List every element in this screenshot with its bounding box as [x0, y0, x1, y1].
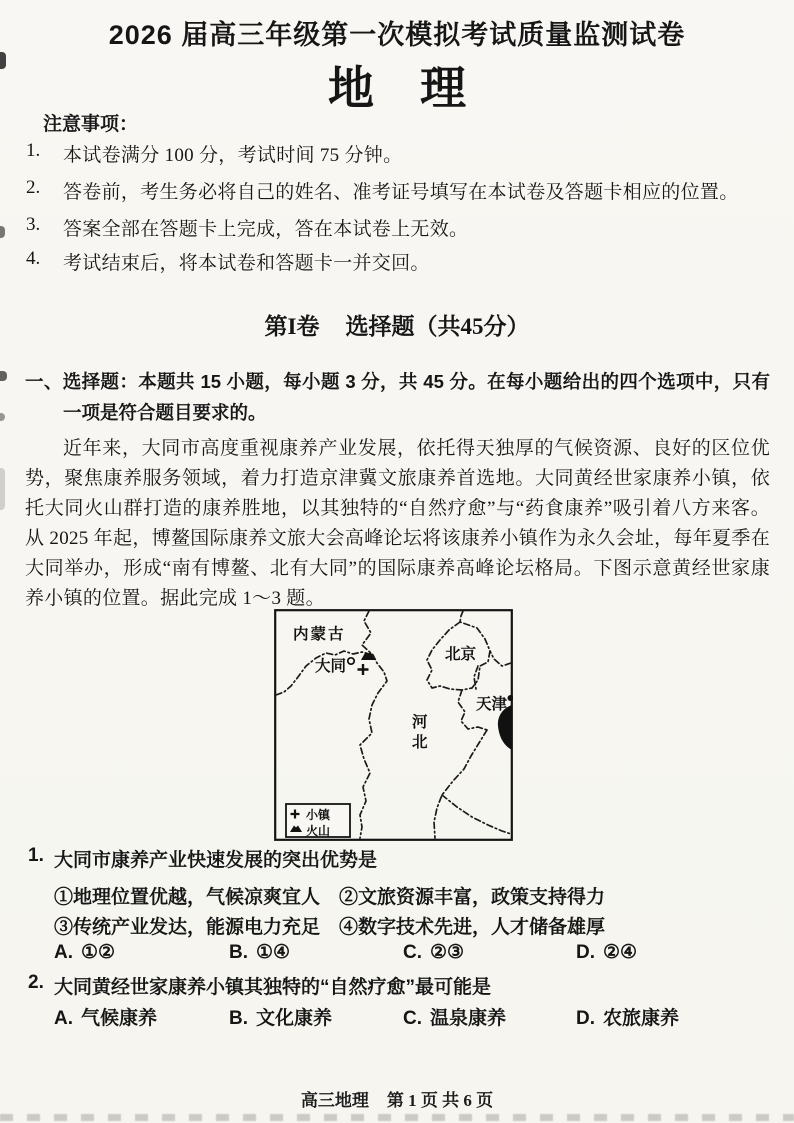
location-map-svg [274, 609, 513, 841]
scan-artifact-smudge [0, 52, 6, 69]
choice-label: C. [403, 1008, 422, 1029]
map-label-datong: 大同 [315, 658, 347, 675]
choice-label: C. [403, 942, 422, 963]
choice-label: D. [576, 942, 595, 963]
question-stem: 大同黄经世家康养小镇其独特的“自然疗愈”最可能是 [54, 977, 492, 998]
map-label-hebei-2: 北 [412, 734, 428, 751]
coast-dot [508, 695, 514, 701]
section-heading-volume: 第I卷 [264, 314, 320, 339]
map-boundary-right-connector [490, 651, 511, 666]
notice-item-number: 2. [26, 177, 41, 198]
section-heading [0, 308, 794, 341]
choice-text: 农旅康养 [603, 1008, 680, 1029]
map-boundary-hebei-east [434, 730, 487, 838]
choice-d [576, 941, 637, 964]
choice-text: ①② [81, 942, 116, 963]
choice-text: 气候康养 [81, 1008, 158, 1029]
legend-label-town: 小镇 [306, 808, 331, 822]
choice-label: A. [54, 1008, 73, 1029]
question-number: 2. [28, 972, 44, 993]
choice-b [229, 1003, 332, 1030]
notice-item-text: 考试结束后，将本试卷和答题卡一并交回。 [63, 253, 430, 274]
map-boundary-corner-branch [442, 795, 511, 834]
question-1-suboptions-line1: ①地理位置优越，气候凉爽宜人 ②文旅资源丰富，政策支持得力 [54, 887, 606, 908]
scan-artifact-smudge [0, 226, 5, 238]
reading-passage: 近年来，大同市高度重视康养产业发展，依托得天独厚的气候资源、良好的区位优势，聚焦康养服务领域，着力打造京津冀文旅康养首选地。大同黄经世家康养小镇，依托大同火山群打造的康养胜地，以其独特的“自然疗愈”与“药食康养”吸引着八方来客。从 2025 年起，博鳌国际康养文旅大会高峰论坛将该康养小镇作为永久会址，每年夏季在大同举办，形成“南有博鳌、北有大同”的国际康养高峰论坛格局。下图示意黄经世家康养小镇的位置。据此完成 1～3 题。 [25, 438, 770, 609]
notice-item-text: 答案全部在答题卡上完成，答在本试卷上无效。 [63, 219, 469, 240]
question-1-suboptions-line2: ③传统产业发达，能源电力充足 ④数字技术先进，人才储备雄厚 [54, 917, 606, 938]
notice-item-text: 答卷前，考生务必将自己的姓名、准考证号填写在本试卷及答题卡相应的位置。 [63, 182, 739, 203]
section-heading-type: 选择题（共45分） [345, 314, 530, 339]
map-boundary-top-connector [460, 611, 463, 622]
scan-artifact-smudge [0, 468, 5, 510]
scan-artifact-bottom-streak [0, 1114, 794, 1121]
notice-heading: 注意事项： [43, 114, 139, 135]
question-stem: 大同市康养产业快速发展的突出优势是 [54, 850, 378, 871]
choice-label: B. [229, 1008, 248, 1029]
subject-title: 地 理 [328, 62, 466, 114]
choice-label: A. [54, 942, 73, 963]
choice-d [576, 1003, 679, 1030]
choice-text: ①④ [256, 942, 291, 963]
location-map-figure [274, 609, 513, 841]
choice-label: D. [576, 1008, 595, 1029]
footer-course: 高三地理 [300, 1091, 369, 1110]
choice-c [403, 1003, 506, 1030]
choice-label: B. [229, 942, 248, 963]
notice-item-number: 4. [26, 248, 41, 269]
footer-page-info: 第 1 页 共 6 页 [386, 1091, 494, 1110]
page-footer [0, 1086, 794, 1111]
scan-artifact-smudge [0, 413, 5, 421]
map-boundary-central [360, 611, 387, 838]
choice-b [229, 941, 290, 964]
choice-text: ②③ [430, 942, 465, 963]
choice-a [54, 941, 115, 964]
scan-artifact-smudge [0, 371, 7, 381]
map-label-inner-mongolia: 内蒙古 [293, 626, 346, 643]
choice-text: 文化康养 [256, 1008, 333, 1029]
exam-title: 2026 届高三年级第一次模拟考试质量监测试卷 [108, 20, 686, 50]
choice-c [403, 941, 464, 964]
choice-a [54, 1003, 157, 1030]
city-circle-icon [348, 658, 354, 664]
choice-text: 温泉康养 [430, 1008, 507, 1029]
town-cross-icon [358, 664, 369, 675]
map-label-beijing: 北京 [445, 646, 477, 663]
choice-text: ②④ [603, 942, 638, 963]
map-label-hebei-1: 河 [412, 714, 428, 731]
question-number: 1. [28, 845, 44, 866]
notice-item-text: 本试卷满分 100 分，考试时间 75 分钟。 [63, 145, 403, 166]
section-directions: 一、选择题：本题共 15 小题，每小题 3 分，共 45 分。在每小题给出的四个选项中，只有一项是符合题目要求的。 [25, 371, 770, 423]
map-label-tianjin: 天津 [476, 696, 508, 713]
legend-label-volcano: 火山 [306, 824, 331, 838]
notice-item-number: 3. [26, 214, 41, 235]
notice-item-number: 1. [26, 140, 41, 161]
